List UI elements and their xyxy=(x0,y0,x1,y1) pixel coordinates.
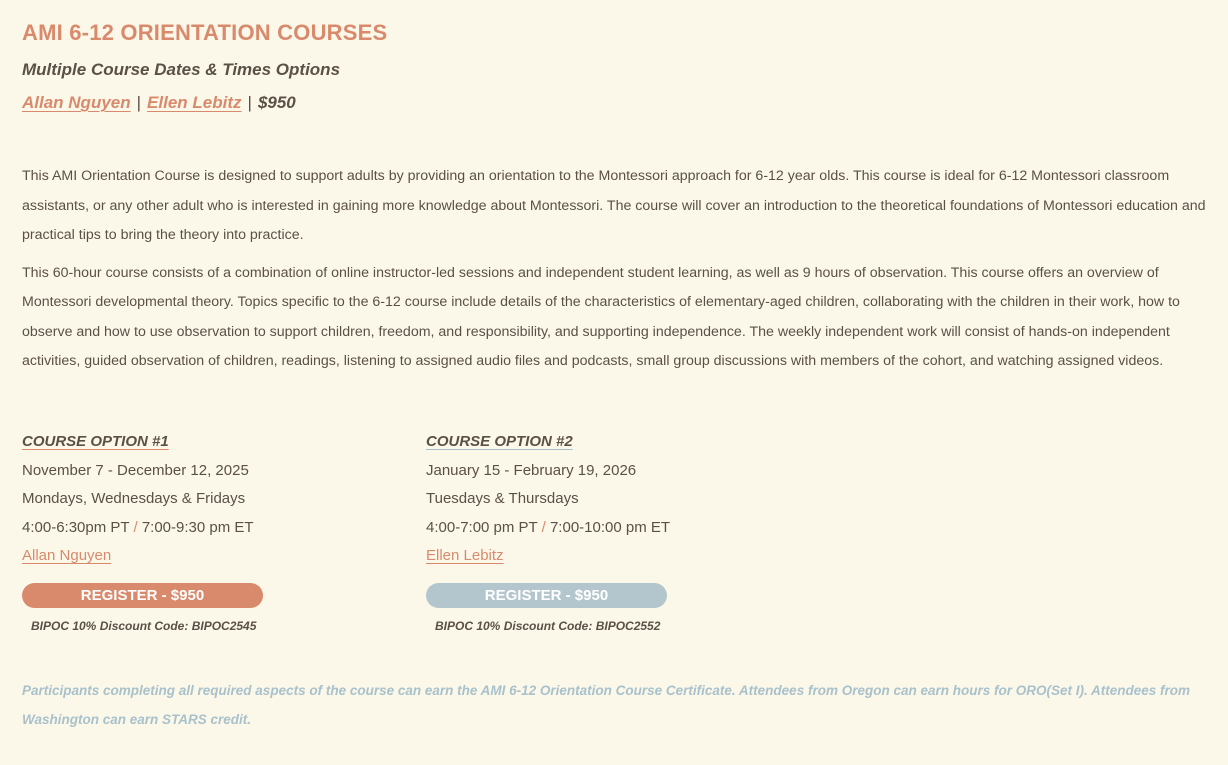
discount-code: BIPOC2545 xyxy=(191,619,257,633)
instructor-link-ellen[interactable]: Ellen Lebitz xyxy=(147,93,242,112)
discount-label: BIPOC 10% Discount Code: xyxy=(435,619,593,633)
option-days: Mondays, Wednesdays & Fridays xyxy=(22,490,246,507)
discount-label: BIPOC 10% Discount Code: xyxy=(31,619,189,633)
option-instructor-link[interactable]: Allan Nguyen xyxy=(22,547,112,564)
course-options xyxy=(22,432,1222,634)
option-time-et: 7:00-10:00 pm ET xyxy=(549,518,671,536)
option-time-pt: 4:00-6:30pm PT xyxy=(22,518,130,536)
discount-code: BIPOC2552 xyxy=(595,619,661,633)
discount-note xyxy=(31,619,426,633)
option-times xyxy=(426,514,830,543)
option-dates: November 7 - December 12, 2025 xyxy=(22,461,249,479)
time-separator: / xyxy=(133,518,138,536)
option-times xyxy=(22,514,426,543)
course-subtitle: Multiple Course Dates & Times Options xyxy=(22,60,341,79)
time-separator: / xyxy=(541,518,546,536)
description-paragraph-2: This 60-hour course consists of a combination of online instructor-led sessions and independent student learning, as well as 9 hours of observation. This course offers an overview of Montessori developmental theory. Topics specific to the 6-12 course include details of the characteristics of elementary-aged children, collaborating with the children in their work, how to observe and how to use observation to support children, freedom, and responsibility, and supporting independence. The weekly independent work will consist of hands-on independent activities, guided observation of children, readings, listening to assigned audio files and podcasts, small group discussions with members of the cohort, and watching assigned videos. xyxy=(22,264,1180,369)
course-option-1 xyxy=(22,432,426,634)
option-heading: COURSE OPTION #1 xyxy=(22,432,169,450)
instructor-link-allan[interactable]: Allan Nguyen xyxy=(22,93,131,112)
option-time-et: 7:00-9:30 pm ET xyxy=(141,518,254,536)
option-instructor-link[interactable]: Ellen Lebitz xyxy=(426,547,504,564)
certificate-note: Participants completing all required aspects of the course can earn the AMI 6-12 Orientation Course Certificate. Attendees from Oregon can earn hours for ORO(Set I). Attendees from Washington can earn STARS credit. xyxy=(22,683,1191,727)
meta-separator: | xyxy=(136,93,142,112)
course-meta xyxy=(22,91,1222,115)
option-days: Tuesdays & Thursdays xyxy=(426,490,579,507)
page-title: AMI 6-12 ORIENTATION COURSES xyxy=(22,20,388,45)
register-button-option-1[interactable]: REGISTER - $950 xyxy=(22,583,263,608)
option-heading: COURSE OPTION #2 xyxy=(426,432,573,450)
discount-note xyxy=(435,619,830,633)
meta-separator: | xyxy=(247,93,252,112)
course-price: $950 xyxy=(257,93,296,112)
option-time-pt: 4:00-7:00 pm PT xyxy=(426,518,538,536)
option-dates: January 15 - February 19, 2026 xyxy=(426,461,637,479)
description-paragraph-1: This AMI Orientation Course is designed to support adults by providing an orientation to the Montessori approach for 6-12 year olds. This course is ideal for 6-12 Montessori classroom assistants, or any other adult who is interested in gaining more knowledge about Montessori. The course will cover an introduction to the theoretical foundations of Montessori education and practical tips to bring the theory into practice. xyxy=(22,168,1206,243)
register-button-option-2[interactable]: REGISTER - $950 xyxy=(426,583,667,608)
course-option-2 xyxy=(426,432,830,634)
